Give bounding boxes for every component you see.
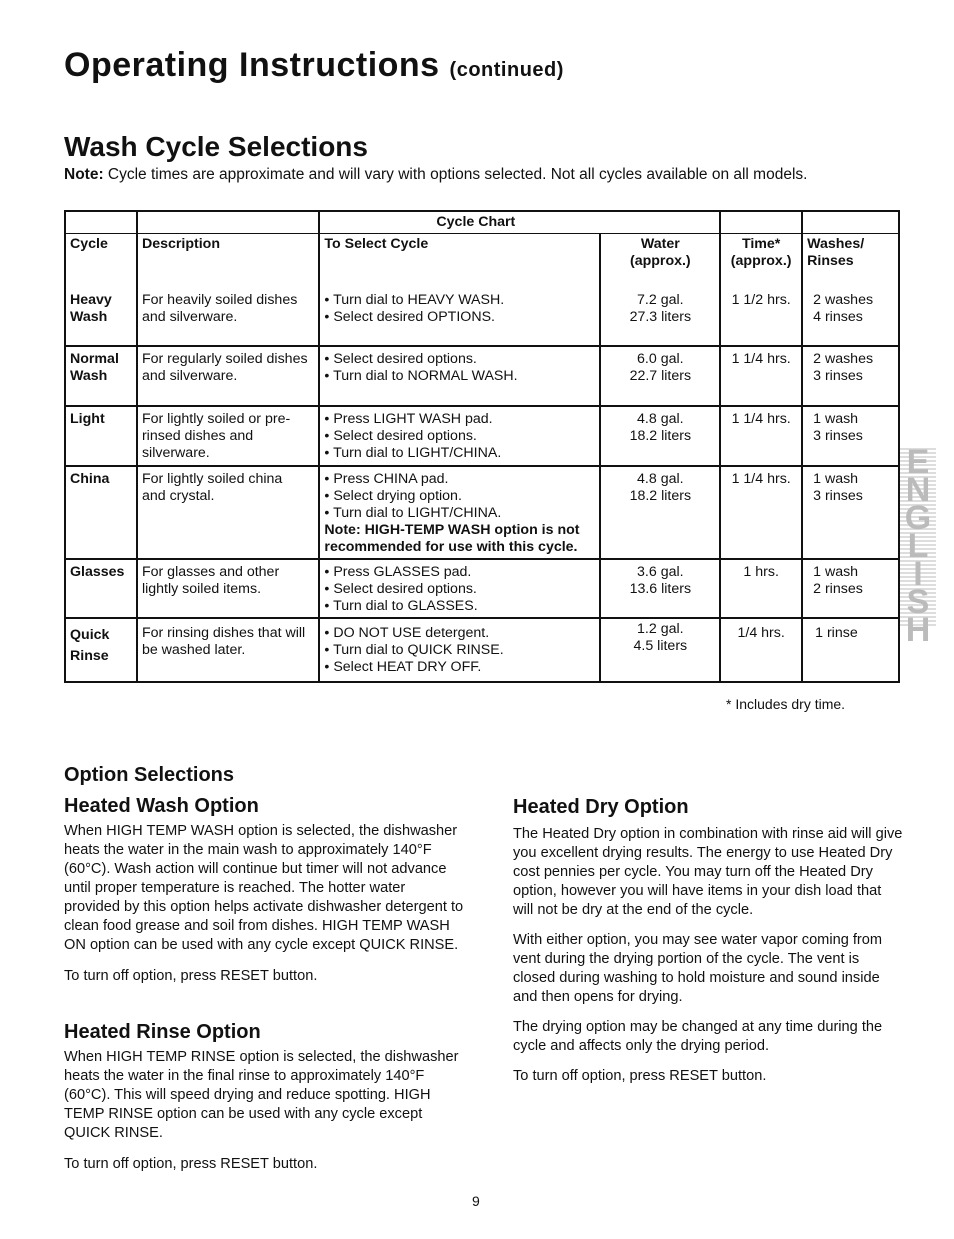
header-cycle: Cycle xyxy=(65,234,137,284)
wash-note xyxy=(64,166,807,184)
header-description: Description xyxy=(137,234,319,284)
rinses: 1 rinse xyxy=(815,624,858,641)
english-side-tab xyxy=(900,443,936,649)
cycle-name: Light xyxy=(70,410,105,427)
select-step: • Select drying option. xyxy=(324,487,462,504)
cycle-chart xyxy=(64,210,900,683)
side-tab-letter: G xyxy=(904,499,932,537)
water-gal: 4.8 gal. xyxy=(637,410,684,427)
page-title-main: Operating Instructions xyxy=(64,46,440,84)
washes: 2 washes xyxy=(813,350,874,367)
rinses: 4 rinses xyxy=(813,308,863,325)
rinses: 3 rinses xyxy=(813,367,863,384)
header-select: To Select Cycle xyxy=(319,234,600,284)
heated-dry-p4: To turn off option, press RESET button. xyxy=(513,1068,767,1084)
cycle-description: For lightly soiled or pre- xyxy=(141,410,291,427)
select-step: • Select desired options. xyxy=(324,427,477,444)
page-title-continued: (continued) xyxy=(449,59,564,81)
heated-rinse-p1: When HIGH TEMP RINSE option is selected, the dishwasher heats the water in the final rinse to approximately 140°F (60°C). This will speed drying and reduce spotting. HIGH TEMP RINSE option can be used with any cycle except QUICK RINSE. xyxy=(64,1049,459,1141)
select-step: • Turn dial to LIGHT/CHINA. xyxy=(324,444,502,461)
cycle-description: and crystal. xyxy=(141,487,215,504)
cycle-description: For glasses and other xyxy=(141,563,280,580)
header-washes-label: Washes/ xyxy=(807,236,865,252)
water-gal: 4.8 gal. xyxy=(637,470,684,487)
table-row xyxy=(65,618,899,682)
select-step: • Select HEAT DRY OFF. xyxy=(324,658,482,675)
cycle-name: Rinse xyxy=(70,647,109,664)
wash-note-label: Note: xyxy=(64,166,104,183)
select-step: • Select desired options. xyxy=(324,580,477,597)
side-tab-letter: S xyxy=(906,583,930,621)
heated-wash-p1: When HIGH TEMP WASH option is selected, the dishwasher heats the water in the main wash to approximately 140°F (60°C). Wash action will continue but timer will not advance until proper temperature is reached. The hotter water provided by this option helps activate dishwasher detergent to clean food grease and soil from dishes. HIGH TEMP WASH ON option can be used with any cycle except QUICK RINSE. xyxy=(64,823,464,953)
water-liters: 18.2 liters xyxy=(629,487,692,504)
heated-dry-section xyxy=(513,796,903,1086)
cycle-name: Heavy xyxy=(70,291,112,308)
page-number: 9 xyxy=(472,1193,480,1209)
cycle-time: 1/4 hrs. xyxy=(720,618,802,682)
heated-dry-p3: The drying option may be changed at any time during the cycle and affects only the drying period. xyxy=(513,1019,883,1054)
cycle-description: lightly soiled items. xyxy=(141,580,262,597)
page-title xyxy=(64,46,564,85)
cycle-description: For rinsing dishes that will xyxy=(141,624,306,641)
select-step: • Press LIGHT WASH pad. xyxy=(324,410,493,427)
heated-dry-p1: The Heated Dry option in combination with rinse aid will give you excellent drying results. The energy to use Heated Dry cost pennies per cycle. You may turn off the Heated Dry option, however you will have items in your dish load that will not be dry at the end of the cycle. xyxy=(513,826,903,918)
cycle-name: Wash xyxy=(70,367,108,384)
water-gal: 1.2 gal. xyxy=(637,620,684,637)
water-liters: 13.6 liters xyxy=(629,580,692,597)
chart-footnote: * Includes dry time. xyxy=(726,696,846,712)
rinses: 2 rinses xyxy=(813,580,863,597)
cycle-name: China xyxy=(70,470,110,487)
header-washes xyxy=(802,234,899,284)
heated-wash-title: Heated Wash Option xyxy=(64,795,259,817)
heated-rinse-section xyxy=(64,1021,464,1174)
cycle-name: Wash xyxy=(70,308,108,325)
heated-wash-section xyxy=(64,795,464,986)
water-gal: 3.6 gal. xyxy=(637,563,684,580)
wash-cycle-heading: Wash Cycle Selections xyxy=(64,131,368,162)
header-time-sub: (approx.) xyxy=(730,253,792,269)
side-tab-letter: N xyxy=(905,471,931,509)
washes: 1 wash xyxy=(813,563,859,580)
select-step: • Turn dial to HEAVY WASH. xyxy=(324,291,505,308)
select-step: • Turn dial to QUICK RINSE. xyxy=(324,641,504,658)
heated-dry-p2: With either option, you may see water vapor coming from vent during the drying portion of the cycle. The vent is closed during washing to hold moisture and sound inside and then opens for drying. xyxy=(513,932,883,1005)
wash-note-text: Cycle times are approximate and will vary with options selected. Not all cycles available on all models. xyxy=(103,166,808,183)
rinses: 3 rinses xyxy=(813,487,863,504)
header-time xyxy=(720,234,802,284)
header-water-sub: (approx.) xyxy=(629,253,691,269)
table-row xyxy=(65,559,899,618)
cycle-description: silverware. xyxy=(141,444,210,461)
cycle-description: and silverware. xyxy=(141,308,238,325)
cycle-time: 1 hrs. xyxy=(720,559,802,618)
table-row xyxy=(65,346,899,406)
cycle-description: For lightly soiled china xyxy=(141,470,283,487)
heated-rinse-p2: To turn off option, press RESET button. xyxy=(64,1156,318,1172)
cycle-description: and silverware. xyxy=(141,367,238,384)
heated-dry-title: Heated Dry Option xyxy=(513,796,689,818)
table-row xyxy=(65,284,899,346)
heated-rinse-title: Heated Rinse Option xyxy=(64,1021,261,1043)
cycle-time: 1 1/4 hrs. xyxy=(720,406,802,466)
water-gal: 6.0 gal. xyxy=(637,350,684,367)
header-water xyxy=(600,234,720,284)
select-step: • Select desired OPTIONS. xyxy=(324,308,495,325)
washes: 1 wash xyxy=(813,470,859,487)
water-liters: 18.2 liters xyxy=(629,427,692,444)
select-step: • Select desired options. xyxy=(324,350,477,367)
option-selections-heading: Option Selections xyxy=(64,764,235,786)
washes: 2 washes xyxy=(813,291,874,308)
select-note: Note: HIGH-TEMP WASH option is not xyxy=(324,521,580,538)
cycle-time: 1 1/4 hrs. xyxy=(720,466,802,559)
cycle-description: For heavily soiled dishes xyxy=(141,291,298,308)
washes: 1 wash xyxy=(813,410,859,427)
table-row xyxy=(65,406,899,466)
select-step: • Turn dial to LIGHT/CHINA. xyxy=(324,504,502,521)
water-liters: 22.7 liters xyxy=(629,367,692,384)
table-row xyxy=(65,466,899,559)
select-step: • Press CHINA pad. xyxy=(324,470,449,487)
cycle-name: Quick xyxy=(70,626,110,643)
water-gal: 7.2 gal. xyxy=(637,291,684,308)
side-tab-letter: H xyxy=(905,611,931,649)
side-tab-letter: I xyxy=(913,555,923,593)
select-step: • Turn dial to NORMAL WASH. xyxy=(324,367,518,384)
cycle-time: 1 1/4 hrs. xyxy=(720,346,802,406)
header-washes-sub: Rinses xyxy=(807,253,854,269)
cycle-time: 1 1/2 hrs. xyxy=(720,284,802,346)
select-step: • Press GLASSES pad. xyxy=(324,563,472,580)
water-liters: 27.3 liters xyxy=(629,308,692,325)
cycle-name: Normal xyxy=(70,350,119,367)
select-step: • DO NOT USE detergent. xyxy=(324,624,490,641)
header-time-label: Time* xyxy=(741,236,781,252)
select-note: recommended for use with this cycle. xyxy=(324,538,578,555)
cycle-name: Glasses xyxy=(70,563,125,580)
cycle-description: rinsed dishes and xyxy=(141,427,254,444)
cycle-chart-caption: Cycle Chart xyxy=(319,211,720,234)
rinses: 3 rinses xyxy=(813,427,863,444)
select-step: • Turn dial to GLASSES. xyxy=(324,597,478,614)
water-liters: 4.5 liters xyxy=(633,637,688,654)
header-water-label: Water xyxy=(640,236,680,252)
heated-wash-p2: To turn off option, press RESET button. xyxy=(64,968,318,984)
side-tab-letter: E xyxy=(906,443,930,481)
side-tab-letter: L xyxy=(907,527,929,565)
cycle-description: be washed later. xyxy=(141,641,246,658)
cycle-description: For regularly soiled dishes xyxy=(141,350,308,367)
